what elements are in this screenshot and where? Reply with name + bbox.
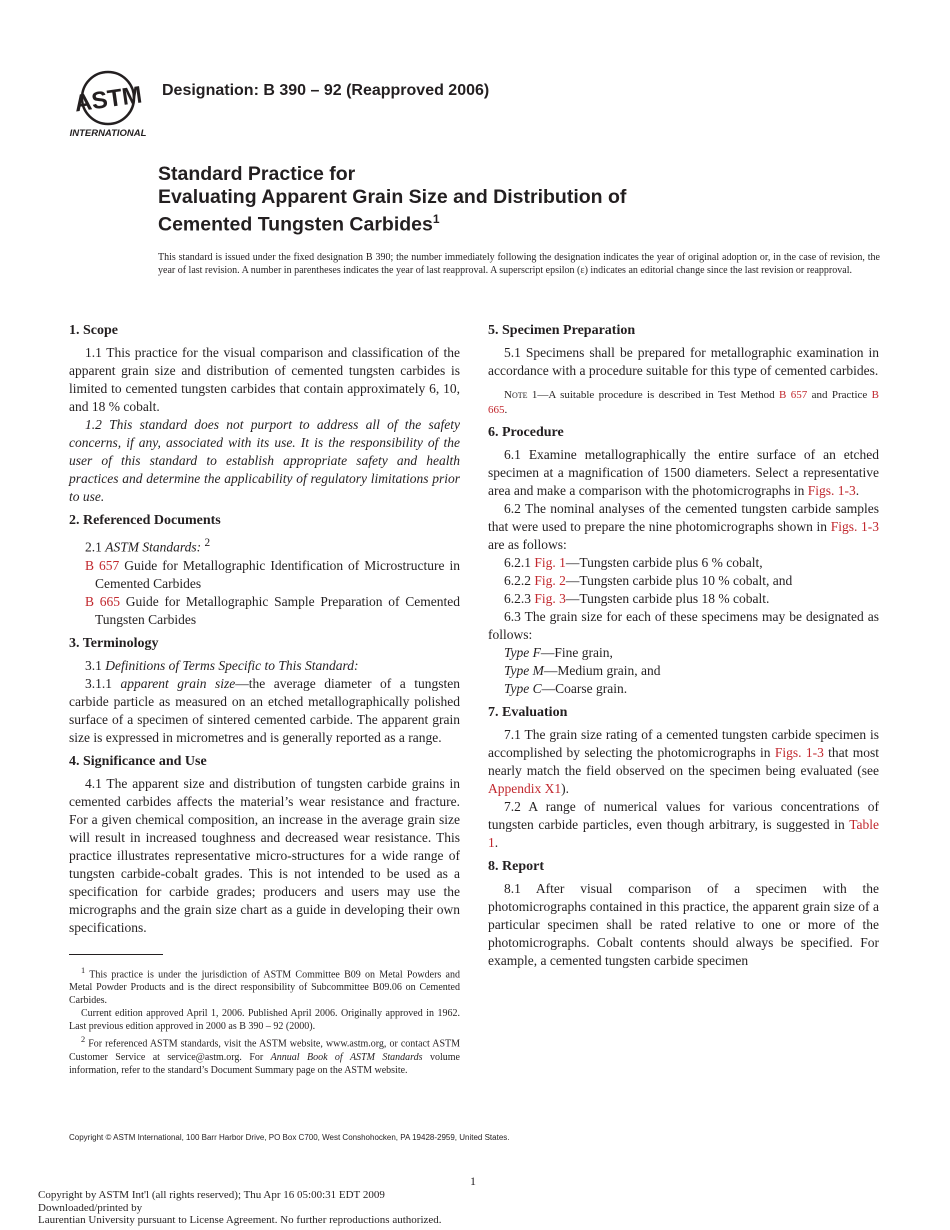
link-note-b665[interactable]: B 665	[488, 389, 879, 416]
paragraph-2-1: 2.1 ASTM Standards: $^2$	[85, 537, 211, 555]
section-heading-terminology: 3. Terminology	[69, 635, 159, 651]
left-column	[69, 322, 460, 937]
link-fig-1[interactable]: Fig. 1	[534, 555, 566, 570]
right-column	[488, 322, 879, 970]
paragraph-6-2-2: 6.2.2 Fig. 2—Tungsten carbide plus 10 % cobalt, and	[504, 573, 793, 588]
astm-logo-graphic	[68, 68, 152, 140]
footnote-1-edition: Current edition approved April 1, 2006. Published April 2006. Originally approved in 1962. Last previous edition approved in 2000 as B 390 – 92 (2000).	[69, 1008, 460, 1033]
link-b665[interactable]: B 665	[85, 593, 120, 609]
footnote-1: $^1$ This practice is under the jurisdiction of ASTM Committee B09 on Metal Powders and Metal Powder Products and is the direct responsibility of Subcommittee B09.06 on Cemented Carbides.	[69, 966, 460, 1007]
type-f: Type F—Fine grain,	[504, 645, 613, 660]
license-line-3: Laurentian University pursuant to License Agreement. No further reproductions authorized.	[38, 1214, 442, 1226]
paragraph-1-2: 1.2 This standard does not purport to address all of the safety concerns, if any, associated with its use. It is the responsibility of the user of this standard to establish appropriate safety and health practices and determine the applicability of regulatory limitations prior to use.	[69, 417, 460, 504]
section-heading-report: 8. Report	[488, 859, 544, 874]
paragraph-6-3: 6.3 The grain size for each of these specimens may be designated as follows:	[488, 609, 879, 642]
title-line-1: Standard Practice for	[158, 163, 356, 185]
license-line-2: Downloaded/printed by	[38, 1201, 143, 1214]
copyright-line: Copyright © ASTM International, 100 Barr Harbor Drive, PO Box C700, West Conshohocken, PA 19428-2959, United States.	[69, 1133, 510, 1142]
section-heading-procedure: 6. Procedure	[488, 425, 564, 440]
issuance-statement: This standard is issued under the fixed designation B 390; the number immediately following the designation indicates the year of original adoption or, in the case of revision, the year of last revision. A number in parentheses indicates the year of last reapproval. A superscript epsilon (ε) indicates an editorial change since the last revision or reapproval.	[158, 252, 880, 276]
section-heading-evaluation: 7. Evaluation	[488, 705, 568, 720]
footnote-2: $^2$ For referenced ASTM standards, visit the ASTM website, www.astm.org, or contact ASTM Customer Service at service@astm.org. For Annual Book of ASTM Standards volume information, refer to the standard’s Document Summary page on the ASTM website.	[69, 1035, 461, 1076]
link-fig-3[interactable]: Fig. 3	[534, 591, 566, 606]
logo-international-text: INTERNATIONAL	[69, 128, 147, 139]
link-figs-1-3[interactable]: Figs. 1-3	[807, 483, 856, 498]
paragraph-3-1-1: 3.1.1 apparent grain size—the average diameter of a tungsten carbide particle as measured on an etched metallographically polished surface of a specimen of sintered cemented carbide. The apparent grain size is expressed in micrometres and is generally reported as a range.	[69, 675, 461, 745]
link-figs-1-3[interactable]: Figs. 1-3	[830, 519, 879, 534]
document-title	[158, 163, 626, 236]
link-appendix-x1[interactable]: Appendix X1	[488, 781, 562, 796]
paragraph-7-2: 7.2 A range of numerical values for various concentrations of tungsten carbide particles, even though arbitrary, is suggested in Table 1.	[488, 799, 879, 850]
section-heading-referenced-documents: 2. Referenced Documents	[69, 513, 221, 528]
paragraph-4-1: 4.1 The apparent size and distribution of tungsten carbide grains in cemented carbides affects the material’s wear resistance and fracture. For a given chemical composition, an increase in the average grain size will result in increased toughness and decreased wear resistance. This practice illustrates representative micro-structures for a wide range of tungsten carbide-cobalt grades. This is not intended to be used as a specification for carbide grades; producers and users may use the micrographs and the grain size chart as a guide in developing their own specifications.	[69, 775, 460, 935]
paragraph-3-1: 3.1 Definitions of Terms Specific to This Standard:	[85, 657, 359, 673]
designation: Designation: B 390 – 92 (Reapproved 2006)	[162, 82, 490, 99]
paragraph-6-2-1: 6.2.1 Fig. 1—Tungsten carbide plus 6 % cobalt,	[504, 555, 763, 570]
link-b657[interactable]: B 657	[85, 557, 120, 573]
page-number: 1	[470, 1174, 476, 1188]
section-heading-significance: 4. Significance and Use	[69, 753, 207, 769]
type-c: Type C—Coarse grain.	[504, 681, 628, 696]
paragraph-8-1: 8.1 After visual comparison of a specimen with the photomicrographs contained in this practice, the apparent grain size of a particular specimen shall be rated relative to one or more of the photomicrographs. Cobalt contents should always be specified. For example, a cemented tungsten carbide specimen	[488, 881, 879, 968]
link-table-1[interactable]: Table 1	[488, 817, 879, 850]
title-line-3: Cemented Tungsten Carbides$^1$	[158, 212, 440, 236]
paragraph-6-1: 6.1 Examine metallographically the entire surface of an etched specimen at a magnification of 1500 diameters. Select a representative area and make a comparison with the photomicrographs in Figs. 1-3.	[488, 447, 879, 498]
link-fig-2[interactable]: Fig. 2	[534, 573, 566, 588]
link-note-b657[interactable]: B 657	[779, 389, 808, 401]
paragraph-1-1: 1.1 This practice for the visual comparison and classification of the apparent grain size and distribution of cemented tungsten carbides is limited to cemented tungsten carbides that contain approximately 6, 10, and 18 % cobalt.	[69, 345, 460, 414]
link-figs-1-3[interactable]: Figs. 1-3	[774, 745, 824, 760]
license-line-1: Copyright by ASTM Int'l (all rights reserved); Thu Apr 16 05:00:31 EDT 2009	[38, 1189, 385, 1201]
astm-logo	[68, 68, 152, 140]
type-m: Type M—Medium grain, and	[504, 663, 661, 678]
reference-b657: B 657 Guide for Metallographic Identification of Microstructure in Cemented Carbides	[85, 557, 460, 591]
paragraph-6-2-3: 6.2.3 Fig. 3—Tungsten carbide plus 18 % cobalt.	[504, 591, 770, 606]
section-heading-scope: 1. Scope	[69, 323, 118, 338]
paragraph-6-2: 6.2 The nominal analyses of the cemented tungsten carbide samples that were used to prepare the nine photomicrographs shown in Figs. 1-3 are as follows:	[488, 501, 879, 552]
paragraph-5-1: 5.1 Specimens shall be prepared for metallographic examination in accordance with a procedure suitable for this type of cemented carbides.	[488, 345, 879, 378]
paragraph-7-1: 7.1 The grain size rating of a cemented tungsten carbide specimen is accomplished by selecting the photomicrographs in Figs. 1-3 that most nearly match the field observed on the specimen being evaluated (see Appendix X1).	[488, 727, 880, 796]
title-line-2: Evaluating Apparent Grain Size and Distribution of	[158, 185, 627, 208]
note-1: Note 1—A suitable procedure is described in Test Method B 657 and Practice B 665.	[488, 389, 879, 416]
svg-text:ASTM: ASTM	[72, 81, 144, 118]
footnote-divider	[69, 954, 163, 955]
section-heading-specimen-preparation: 5. Specimen Preparation	[488, 323, 636, 338]
reference-b665: B 665 Guide for Metallographic Sample Preparation of Cemented Tungsten Carbides	[85, 593, 460, 627]
footnotes	[69, 964, 460, 1077]
license-notice	[38, 1189, 442, 1227]
